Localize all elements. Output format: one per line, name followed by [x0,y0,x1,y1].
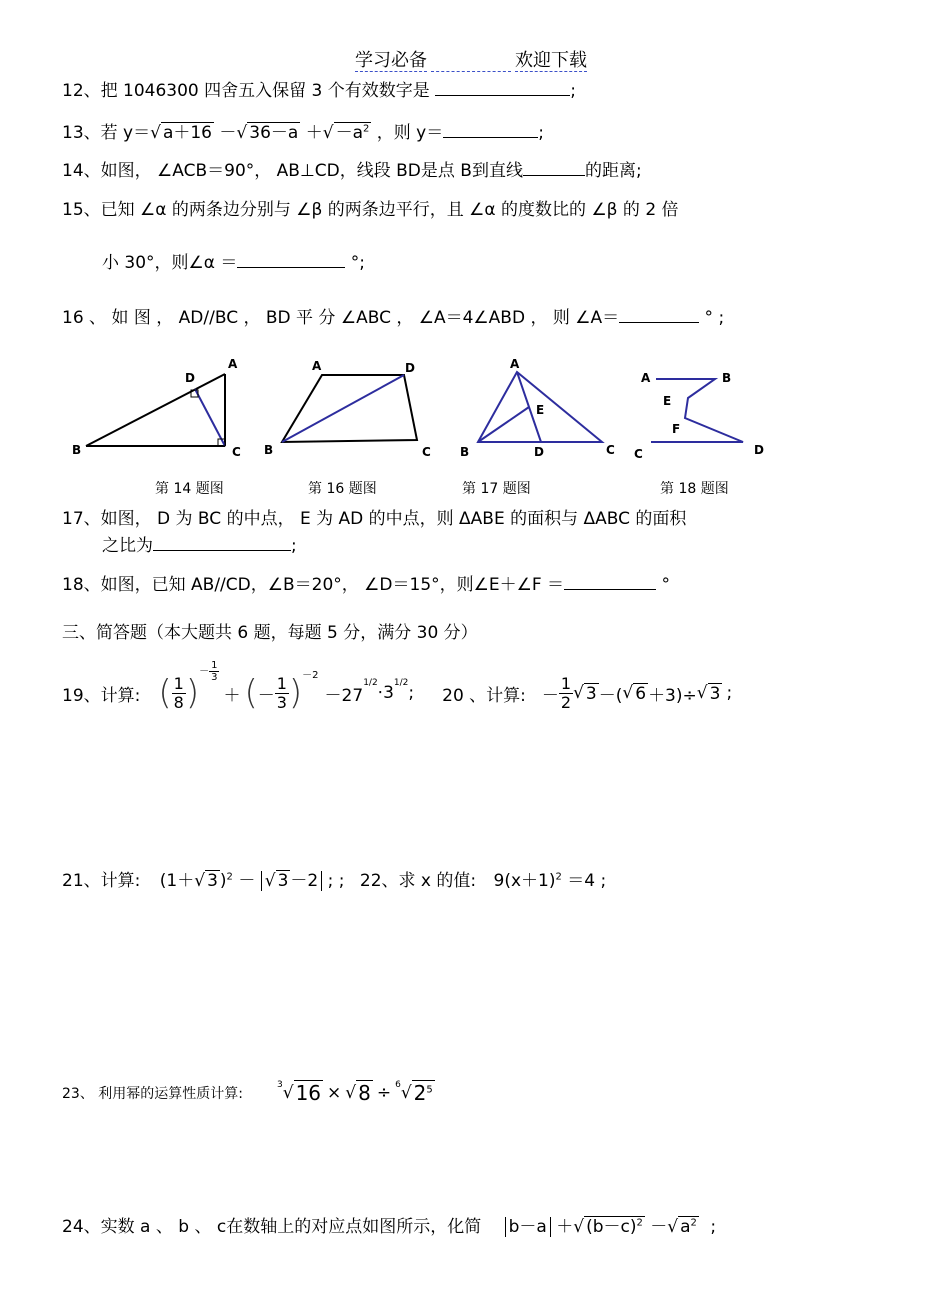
label-D: D [534,445,544,459]
question-20-label: 20 、计算: [442,685,526,706]
exponent: 2 [555,871,562,883]
operator: ＋ [223,685,241,706]
radicand: (b－c) [586,1217,637,1237]
figure-17 [460,357,615,459]
question-16-text: 16 、 如 图 ， AD//BC ， BD 平 分 ∠ABC ， ∠A＝4∠ABD ， 则 ∠A＝ [62,308,620,328]
question-14-tail: 的距离; [584,161,642,181]
paren: ) [288,673,303,713]
radicand: 3 [585,683,597,704]
exponent: －2 [302,669,319,681]
label-B: B [722,371,732,385]
question-19-label: 19、计算: [62,685,141,706]
operator: ⋅ [377,683,384,703]
question-21-22: 21、计算: (1＋√ 3 )$^2$ － √ 3 －2 ; ; 22、求 x 的值: $9(x+1)^2 =4$ ; [62,871,607,891]
question-17-line-2 [102,531,297,556]
operator: －( [598,685,623,706]
absolute-value: b－a [505,1217,551,1237]
label-B: B [72,443,82,457]
header-dash [431,71,511,72]
fraction: $\frac{1}{8}$ [173,673,184,712]
question-13-tail: ; [538,123,544,143]
label-A: A [510,357,520,371]
question-12 [62,76,576,101]
exponent: 2 [226,871,233,883]
sign: － [257,685,275,706]
label-F: F [672,422,681,436]
label-A: A [641,371,651,385]
label-D: D [185,371,195,385]
figure-18 [634,371,764,461]
question-15-line-2 [102,248,365,273]
label-C: C [634,447,643,461]
question-22-label: 22、求 x 的值: [359,871,477,891]
term: －27 [324,685,364,706]
caption-figure-14: 第 14 题图 [155,481,224,497]
label-D: D [754,443,764,457]
exponent: 2 [636,1217,643,1229]
fraction: $\frac{1}{3}$ [276,673,287,712]
term: 3 [383,683,394,703]
exponent: 5 [426,1084,433,1096]
term: (1＋ [159,871,195,891]
label-A: A [228,357,238,371]
radicand: 16 [295,1081,322,1105]
label-B: B [460,445,470,459]
header-left: 学习必备 [355,50,427,71]
figure-16 [264,359,431,459]
question-17-tail: ; [291,536,297,556]
exponent: 1/2 [363,678,378,688]
fraction: $\frac{1}{2}$ [560,673,572,712]
answer-blank [564,575,656,590]
answer-blank [443,123,538,138]
label-A: A [312,359,322,373]
exponent: 2 [690,1217,697,1229]
label-D: D [405,361,415,375]
operator: － [219,123,237,143]
radicand: 3 [207,871,218,891]
question-12-tail: ; [570,81,576,101]
paren: ) [185,673,200,713]
caption-figure-17: 第 17 题图 [462,481,531,497]
question-21-label: 21、计算: [62,871,141,891]
section-3-title: 三、简答题（本大题共 6 题，每题 5 分，满分 30 分） [62,623,478,643]
radicand: a＋16 [162,123,213,143]
radicand: a [680,1217,691,1237]
question-13-mid: ，则 y＝ [376,123,444,143]
operator: ÷ [376,1082,392,1103]
question-15-tail: °; [350,253,366,273]
question-13: 13、若 y＝√ a＋16 －√ 36－a ＋√ $-a^2$ ，则 y＝ ; [62,123,544,143]
root-index: 3 [276,1079,283,1090]
sign: － [541,685,559,706]
operator: － [650,1217,668,1237]
question-17-line-1: 17、如图， D 为 BC 的中点， E 为 AD 的中点，则 ΔABE 的面积与 ΔABC 的面积 [62,509,687,529]
question-13-pre: 13、若 y＝ [62,123,151,143]
question-18 [62,570,670,595]
answer-blank [435,81,570,96]
answer-blank [153,536,291,551]
label-C: C [232,445,241,459]
term: ) [219,871,227,891]
question-23: 23、 利用幂的运算性质计算: 3 √ 16 × √ 8 ÷ 6 √ $2^5$ [62,1079,433,1105]
radicand: 36－a [249,123,299,143]
radicand: 2 [413,1081,427,1105]
operator: ＋ [305,123,323,143]
question-24-tail: ; [710,1217,717,1237]
answer-blank [523,161,585,176]
question-18-text: 18、如图，已知 AB//CD，∠B＝20°， ∠D＝15°，则∠E＋∠F ＝ [62,575,565,595]
radicand: 3 [709,683,721,704]
question-21-tail: ; ; [327,871,345,891]
operator: ＋ [556,1217,574,1237]
answer-blank [237,253,345,268]
question-14 [62,156,642,181]
label-E: E [536,403,545,417]
exponent: 1/2 [393,678,409,688]
question-16 [62,303,724,328]
question-12-text: 12、把 1046300 四舍五入保留 3 个有效数字是 [62,81,430,101]
radicand: 8 [358,1081,371,1105]
root-index: 6 [395,1079,401,1090]
question-19-tail: ; [408,683,415,703]
question-20-tail: ; [726,683,733,703]
header-right: 欢迎下载 [515,50,587,71]
operator: － [238,871,256,891]
operator: × [327,1082,342,1103]
caption-figure-18: 第 18 题图 [660,481,729,497]
question-18-tail: ° [661,575,670,595]
question-24: 24、实数 a 、 b 、 c在数轴上的对应点如图所示，化简 b－a ＋√ $(b-c)^2$ －√ $a^2$ ; [62,1217,717,1237]
operator: ＋3)÷ [648,685,697,706]
label-C: C [606,443,615,457]
absolute-value: √ 3 －2 [261,871,323,891]
question-15-line-1: 15、已知 ∠α 的两条边分别与 ∠β 的两条边平行，且 ∠α 的度数比的 ∠β 的 2 倍 [62,200,679,220]
question-22-tail: ＝4 ; [567,871,607,891]
radicand: －a [335,123,363,143]
paren: ( [244,673,258,713]
page-header [355,46,587,72]
radicand: 6 [635,683,647,704]
question-23-label: 23、 利用幂的运算性质计算: [62,1085,243,1102]
question-19-20: 19、计算: ( $\frac{1}{8}$ ) － $\frac{1}{3}$ ＋ ( － $\frac{1}{3}$ ) －2 －27 1/2 ⋅ 3 1/2 ; 20 、计算: － $\frac{1}{2}$ √ 3 －( √ 6 ＋3)÷ √ 3 ; [62,659,733,713]
question-14-text: 14、如图， ∠ACB＝90°， AB⊥CD，线段 BD是点 B到直线 [62,161,523,181]
question-24-label: 24、实数 a 、 b 、 c在数轴上的对应点如图所示，化简 [62,1217,482,1237]
question-15-text: 小 30°，则∠α ＝ [102,253,238,273]
label-E: E [663,394,672,408]
paren: ( [158,673,172,713]
label-B: B [264,443,274,457]
question-16-tail: ° ; [704,308,725,328]
exponent: － $\frac{1}{3}$ [199,659,218,683]
label-C: C [422,445,431,459]
exponent: 2 [363,123,370,135]
figure-14 [72,357,241,459]
term: 9(x＋1) [493,871,556,891]
caption-figure-16: 第 16 题图 [308,481,377,497]
question-17-text: 之比为 [102,536,153,556]
answer-blank [619,308,699,323]
